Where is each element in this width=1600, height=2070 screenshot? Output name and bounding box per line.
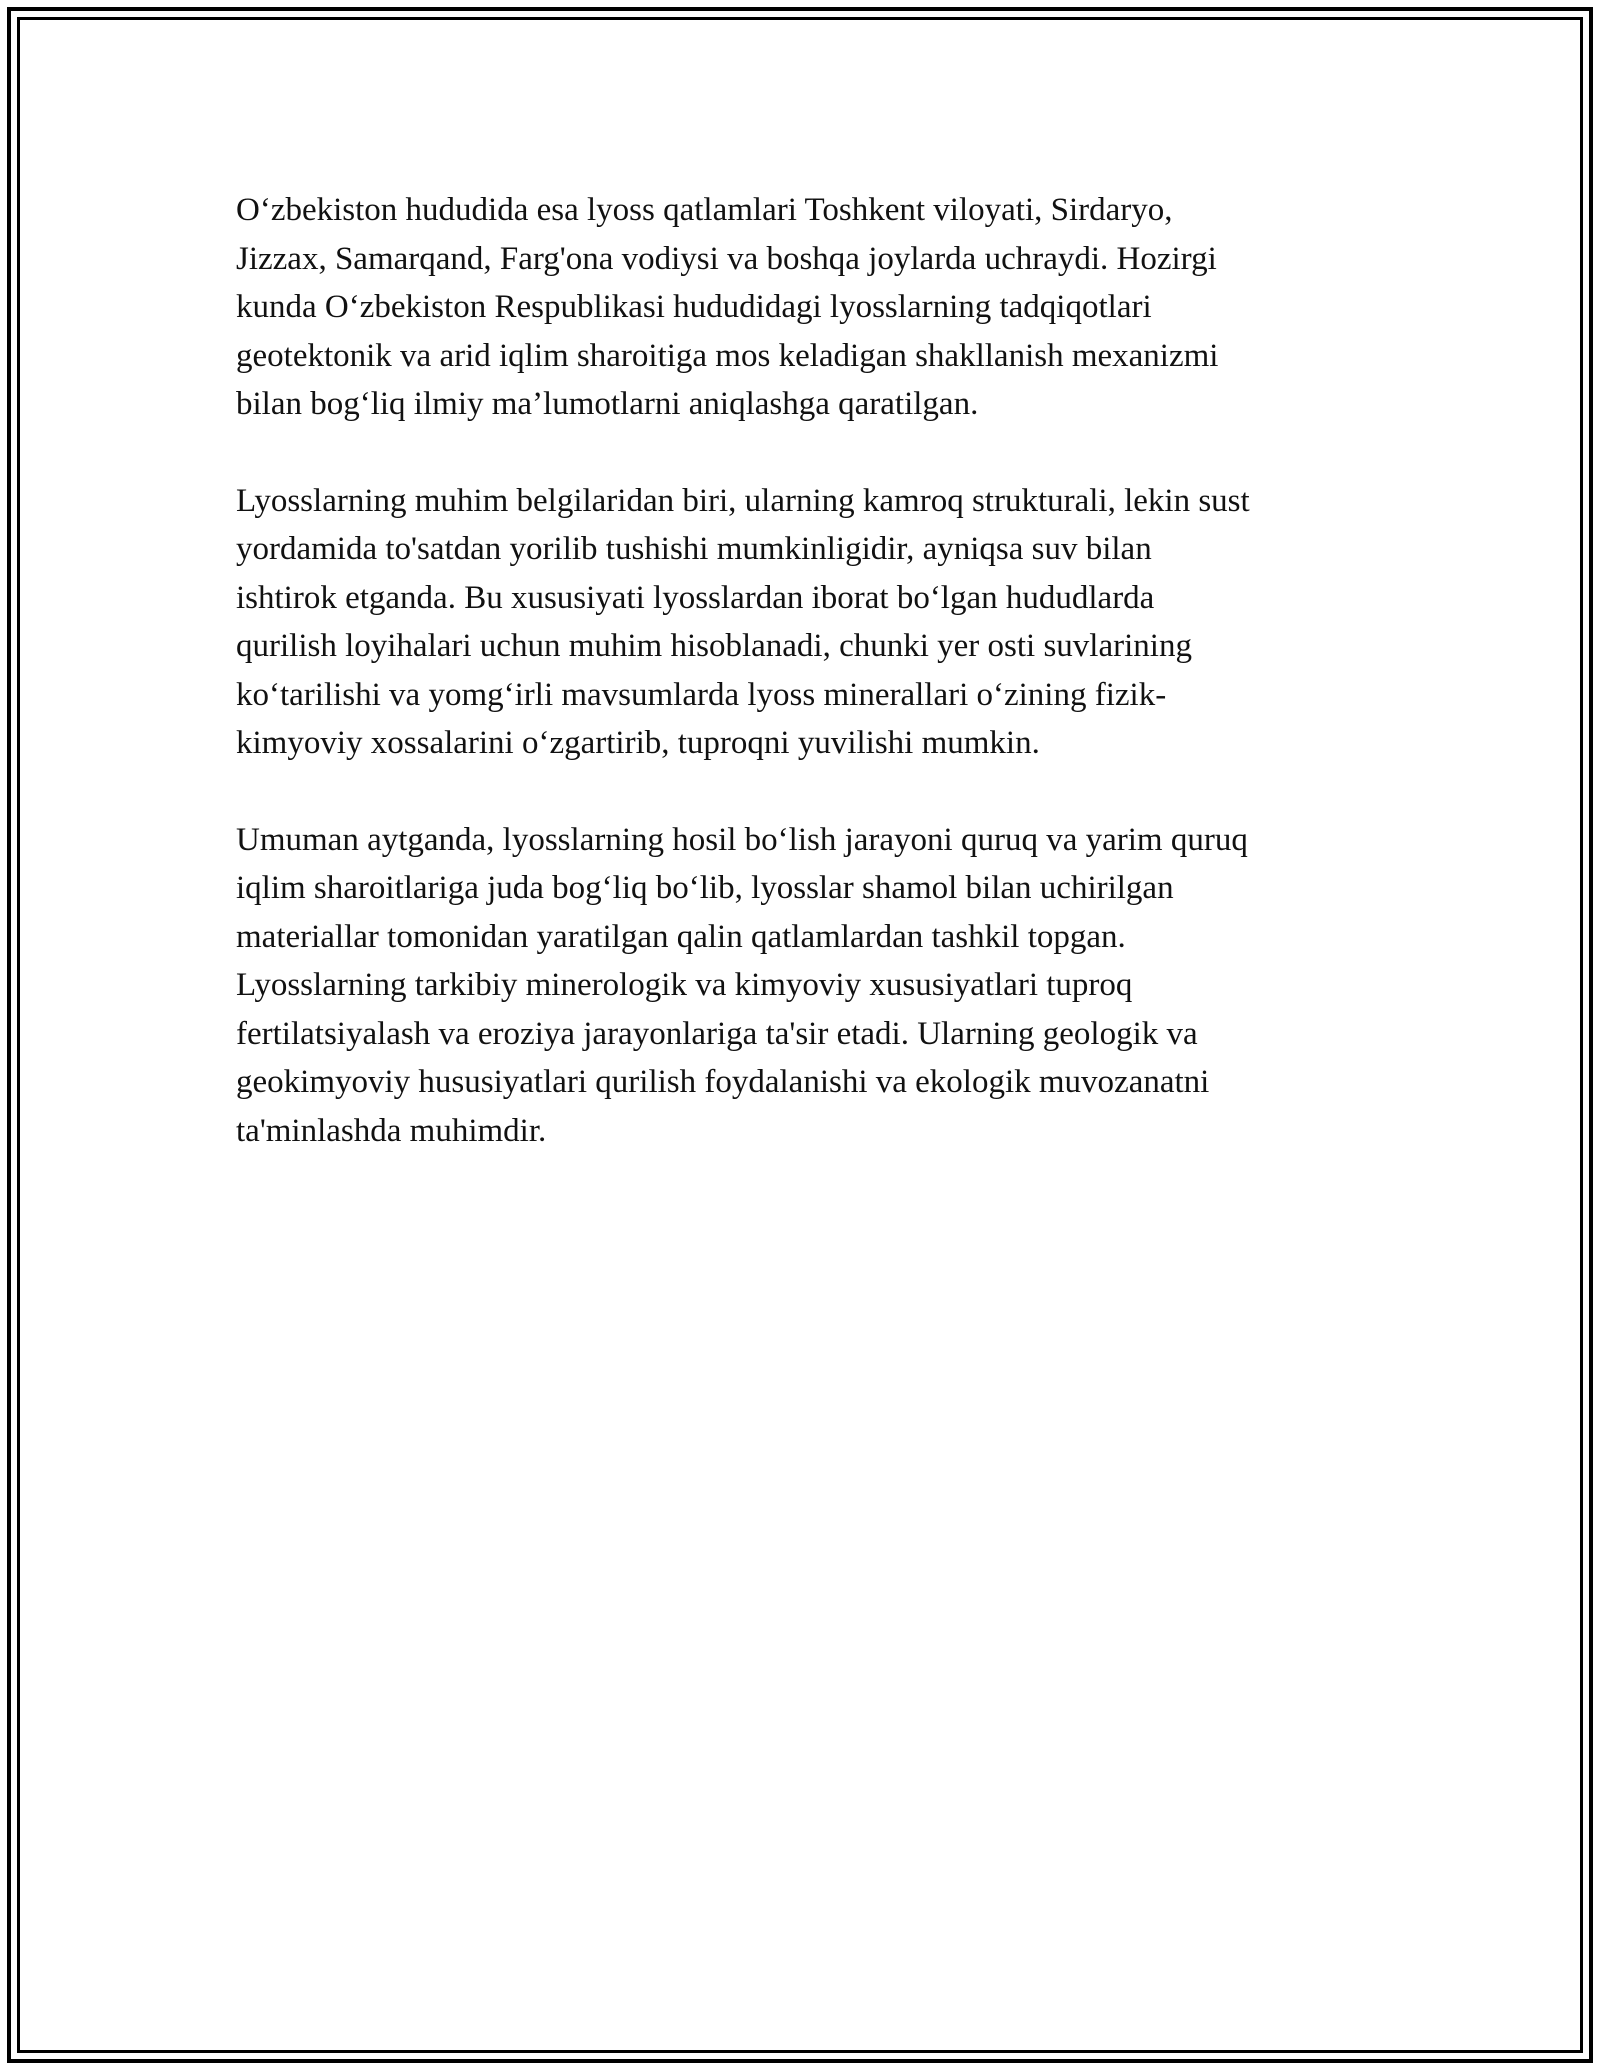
paragraph-2: Lyosslarning muhim belgilaridan biri, ularning kamroq strukturali, lekin sust yordamida to'satdan yorilib tushishi mumkinligidir, ayniqsa suv bilan ishtirok etganda. Bu xususiyati lyosslardan iborat bo‘lgan hududlarda qurilish loyihalari uchun muhim hisoblanadi, chunki yer osti suvlarining ko‘tarilishi va yomg‘irli mavsumlarda lyoss minerallari o‘zining fizik- kimyoviy xossalarini o‘zgartirib, tuproqni yuvilishi mumkin. xyxy=(236,482,1250,761)
document-body xyxy=(236,186,1376,1203)
paragraph-3: Umuman aytganda, lyosslarning hosil bo‘lish jarayoni quruq va yarim quruq iqlim sharoitlariga juda bog‘liq bo‘lib, lyosslar shamol bilan uchirilgan materiallar tomonidan yaratilgan qalin qatlamlardan tashkil topgan. Lyosslarning tarkibiy minerologik va kimyoviy xususiyatlari tuproq fertilatsiyalash va eroziya jarayonlariga ta'sir etadi. Ularning geologik va geokimyoviy hususiyatlari qurilish foydalanishi va ekologik muvozanatni ta'minlashda muhimdir. xyxy=(236,821,1248,1149)
paragraph-1: O‘zbekiston hududida esa lyoss qatlamlari Toshkent viloyati, Sirdaryo, Jizzax, Samarqand, Farg'ona vodiysi va boshqa joylarda uchraydi. Hozirgi kunda O‘zbekiston Respublikasi hududidagi lyosslarning tadqiqotlari geotektonik va arid iqlim sharoitiga mos keladigan shakllanish mexanizmi bilan bog‘liq ilmiy ma’lumotlarni aniqlashga qaratilgan. xyxy=(236,192,1219,422)
